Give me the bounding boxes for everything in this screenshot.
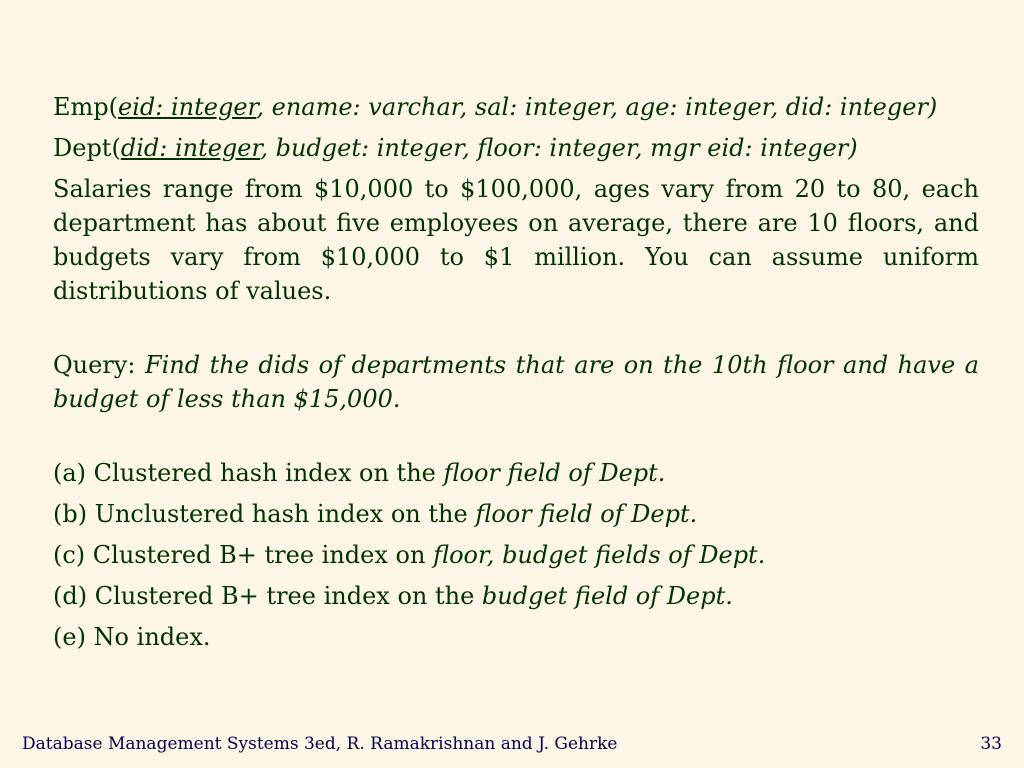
option-d <box>53 579 979 613</box>
dept-attributes: , budget: integer, floor: integer, mgr eid: integer) <box>260 134 858 162</box>
slide-content <box>53 90 979 661</box>
option-a-text: (a) Clustered hash index on the <box>53 459 444 487</box>
emp-schema: Emp(eid: integer, ename: varchar, sal: integer, age: integer, did: integer) <box>53 93 938 121</box>
query-label: Query: <box>53 351 145 379</box>
dept-schema: Dept(did: integer, budget: integer, floor: integer, mgr eid: integer) <box>53 134 858 162</box>
option-a-italic: floor field of Dept. <box>443 459 666 487</box>
option-d-text: (d) Clustered B+ tree index on the <box>53 582 482 610</box>
option-e-text: (e) No index. <box>53 623 211 651</box>
option-b <box>53 497 979 531</box>
option-c <box>53 538 979 572</box>
emp-table-name: Emp <box>53 93 109 121</box>
emp-attributes: , ename: varchar, sal: integer, age: integer, did: integer) <box>256 93 938 121</box>
option-b-text: (b) Unclustered hash index on the <box>53 500 476 528</box>
option-c-text: (c) Clustered B+ tree index on <box>53 541 434 569</box>
index-options <box>53 456 979 654</box>
slide-footer <box>22 734 1002 754</box>
dept-primary-key: did: integer <box>120 134 261 162</box>
footer-citation: Database Management Systems 3ed, R. Ramakrishnan and J. Gehrke <box>22 734 618 754</box>
option-b-italic: floor field of Dept. <box>475 500 698 528</box>
dept-table-name: Dept <box>53 134 112 162</box>
emp-primary-key: eid: integer <box>118 93 257 121</box>
option-a <box>53 456 979 490</box>
data-description: Salaries range from $10,000 to $100,000, ages vary from 20 to 80, each department has about five employees on average, there are 10 floors, and budgets vary from $10,000 to $1 million. You can assume uniform distributions of values. <box>53 175 979 305</box>
option-c-italic: floor, budget fields of Dept. <box>433 541 766 569</box>
query-text: Find the dids of departments that are on the 10th floor and have a budget of less than $15,000. <box>53 351 979 413</box>
page-number: 33 <box>980 734 1002 754</box>
query-statement <box>53 348 979 416</box>
option-d-italic: budget field of Dept. <box>481 582 733 610</box>
option-e <box>53 620 979 654</box>
